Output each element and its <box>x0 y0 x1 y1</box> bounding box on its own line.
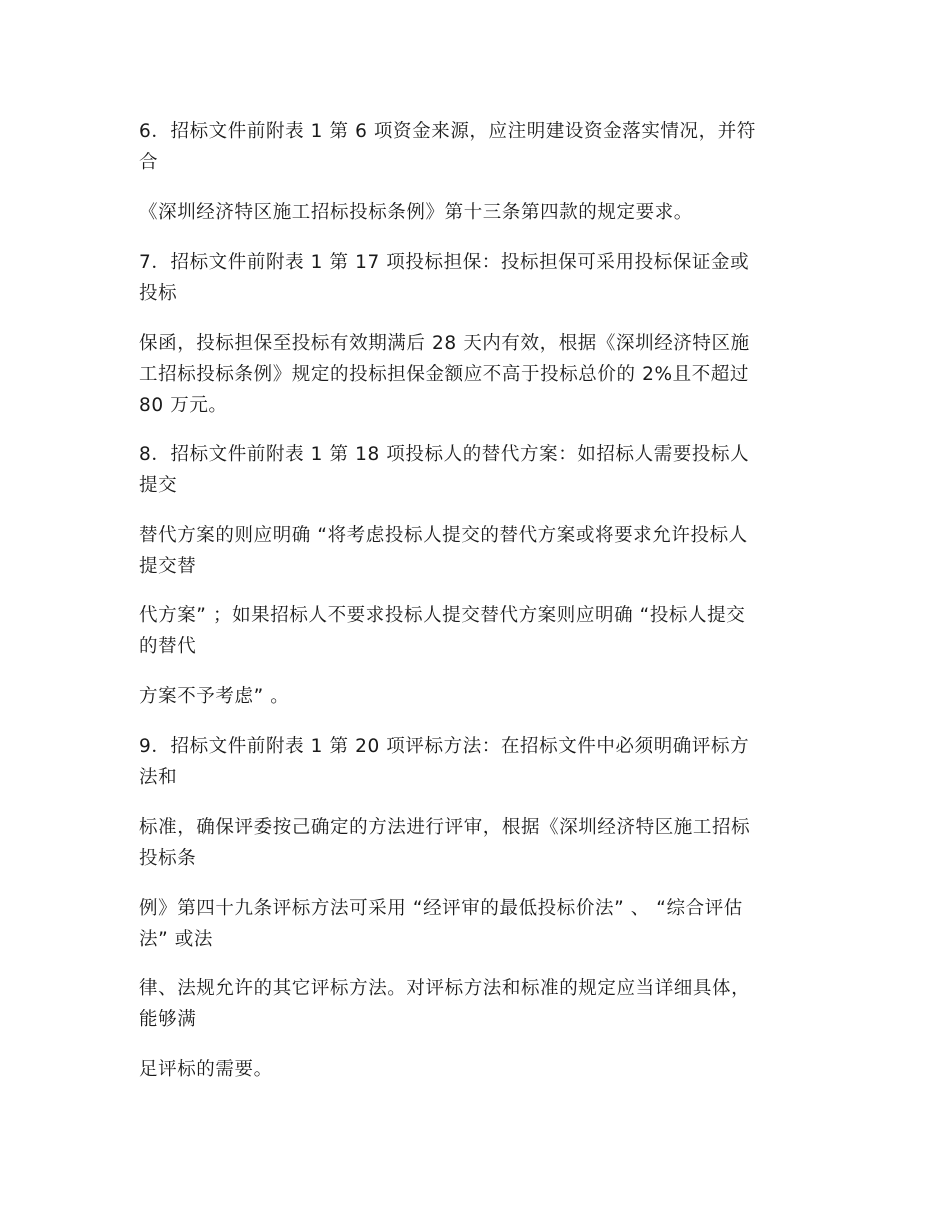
text-line: 的替代 <box>139 636 197 657</box>
paragraph-alternative-3 <box>139 681 819 712</box>
paragraph-alternative-1 <box>139 520 819 582</box>
text-line: 足评标的需要。 <box>139 1059 273 1080</box>
text-line: 工招标投标条例》规定的投标担保金额应不高于投标总价的 2%且不超过 <box>139 364 750 385</box>
text-line: 7．招标文件前附表 1 第 17 项投标担保：投标担保可采用投标保证金或 <box>139 252 750 273</box>
text-line: 能够满 <box>139 1009 197 1030</box>
text-line: 9．招标文件前附表 1 第 20 项评标方法：在招标文件中必须明确评标方 <box>139 736 750 757</box>
paragraph-8-line <box>139 439 819 501</box>
text-line: 法” 或法 <box>139 929 213 950</box>
paragraph-9-line <box>139 731 819 793</box>
paragraph-evaluation-2 <box>139 893 819 955</box>
text-line: 投标 <box>139 283 178 304</box>
text-line: 投标条 <box>139 848 197 869</box>
text-line: 6．招标文件前附表 1 第 6 项资金来源，应注明建设资金落实情况，并符 <box>139 121 756 142</box>
text-line: 替代方案的则应明确 “将考虑投标人提交的替代方案或将要求允许投标人 <box>139 525 748 546</box>
text-line: 方案不予考虑” 。 <box>139 686 290 707</box>
text-line: 代方案” ；如果招标人不要求投标人提交替代方案则应明确 “投标人提交 <box>139 605 746 626</box>
text-line: 8．招标文件前附表 1 第 18 项投标人的替代方案：如招标人需要投标人 <box>139 444 750 465</box>
text-line: 提交替 <box>139 556 197 577</box>
paragraph-bid-guarantee <box>139 328 819 421</box>
text-line: 《深圳经济特区施工招标投标条例》第十三条第四款的规定要求。 <box>139 202 693 223</box>
text-line: 提交 <box>139 475 178 496</box>
paragraph-regulation-ref <box>139 197 819 228</box>
text-line: 80 万元。 <box>139 395 228 416</box>
text-line: 法和 <box>139 767 178 788</box>
paragraph-alternative-2 <box>139 600 819 662</box>
paragraph-7-line <box>139 247 819 309</box>
paragraph-evaluation-3 <box>139 973 819 1035</box>
text-line: 律、法规允许的其它评标方法。对评标方法和标准的规定应当详细具体， <box>139 978 751 999</box>
text-line: 标准，确保评委按己确定的方法进行评审，根据《深圳经济特区施工招标 <box>139 817 751 838</box>
paragraph-evaluation-1 <box>139 812 819 874</box>
paragraph-evaluation-4 <box>139 1054 819 1085</box>
text-line: 保函，投标担保至投标有效期满后 28 天内有效，根据《深圳经济特区施 <box>139 333 750 354</box>
text-line: 例》第四十九条评标方法可采用 “经评审的最低投标价法” 、 “综合评估 <box>139 898 743 919</box>
paragraph-6-line <box>139 116 819 178</box>
text-line: 合 <box>139 152 159 173</box>
